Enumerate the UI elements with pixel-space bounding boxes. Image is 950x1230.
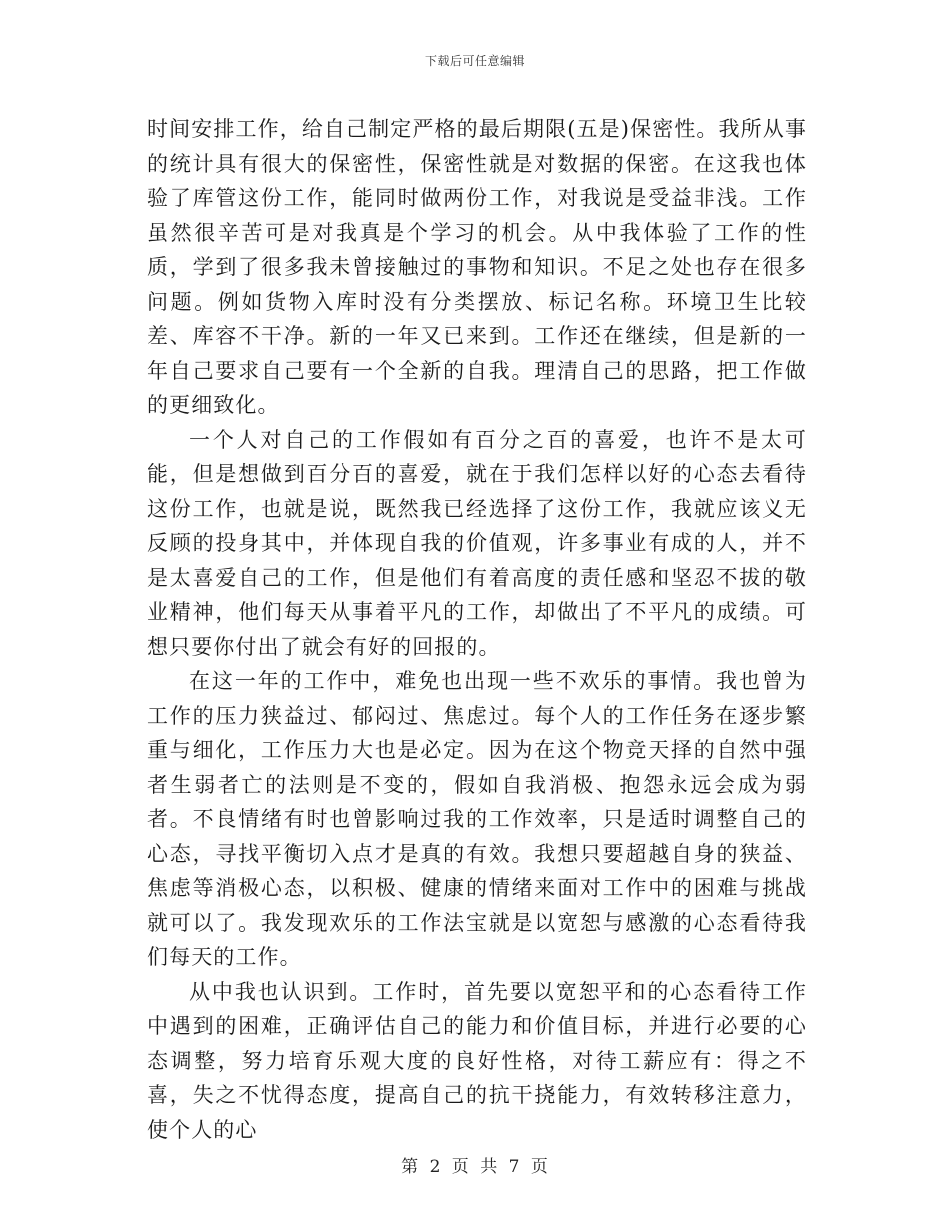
paragraph-3: 在这一年的工作中，难免也出现一些不欢乐的事情。我也曾为工作的压力狭益过、郁闷过、焦虑过。每个人的工作任务在逐步繁重与细化，工作压力大也是必定。因为在这个物竞天择的自然中强者生弱者亡的法则是不变的，假如自我消极、抱怨永远会成为弱者。不良情绪有时也曾影响过我的工作效率，只是适时调整自己的心态，寻找平衡切入点才是真的有效。我想只要超越自身的狭益、焦虑等消极心态，以积极、健康的情绪来面对工作中的困难与挑战就可以了。我发现欢乐的工作法宝就是以宽恕与感激的心态看待我们每天的工作。 (147, 669, 807, 969)
document-body (147, 112, 807, 1147)
paragraph-1: 时间安排工作，给自己制定严格的最后期限(五是)保密性。我所从事的统计具有很大的保密性，保密性就是对数据的保密。在这我也体验了库管这份工作，能同时做两份工作，对我说是受益非浅。工作虽然很辛苦可是对我真是个学习的机会。从中我体验了工作的性质，学到了很多我未曾接触过的事物和知识。不足之处也存在很多问题。例如货物入库时没有分类摆放、标记名称。环境卫生比较差、库容不干净。新的一年又已来到。工作还在继续，但是新的一年自己要求自己要有一个全新的自我。理清自己的思路，把工作做的更细致化。 (147, 117, 807, 417)
page-header: 下载后可任意编辑 (424, 54, 525, 68)
page-number-footer: 第 2 页 共 7 页 (401, 1157, 549, 1177)
paragraph-2: 一个人对自己的工作假如有百分之百的喜爱，也许不是太可能，但是想做到百分百的喜爱，就在于我们怎样以好的心态去看待这份工作，也就是说，既然我已经选择了这份工作，我就应该义无反顾的投身其中，并体现自我的价值观，许多事业有成的人，并不是太喜爱自己的工作，但是他们有着高度的责任感和坚忍不拔的敬业精神，他们每天从事着平凡的工作，却做出了不平凡的成绩。可想只要你付出了就会有好的回报的。 (147, 427, 807, 659)
paragraph-4: 从中我也认识到。工作时，首先要以宽恕平和的心态看待工作中遇到的困难，正确评估自己的能力和价值目标，并进行必要的心态调整，努力培育乐观大度的良好性格，对待工薪应有：得之不喜，失之不忧得态度，提高自己的抗干挠能力，有效转移注意力，使个人的心 (147, 979, 807, 1142)
